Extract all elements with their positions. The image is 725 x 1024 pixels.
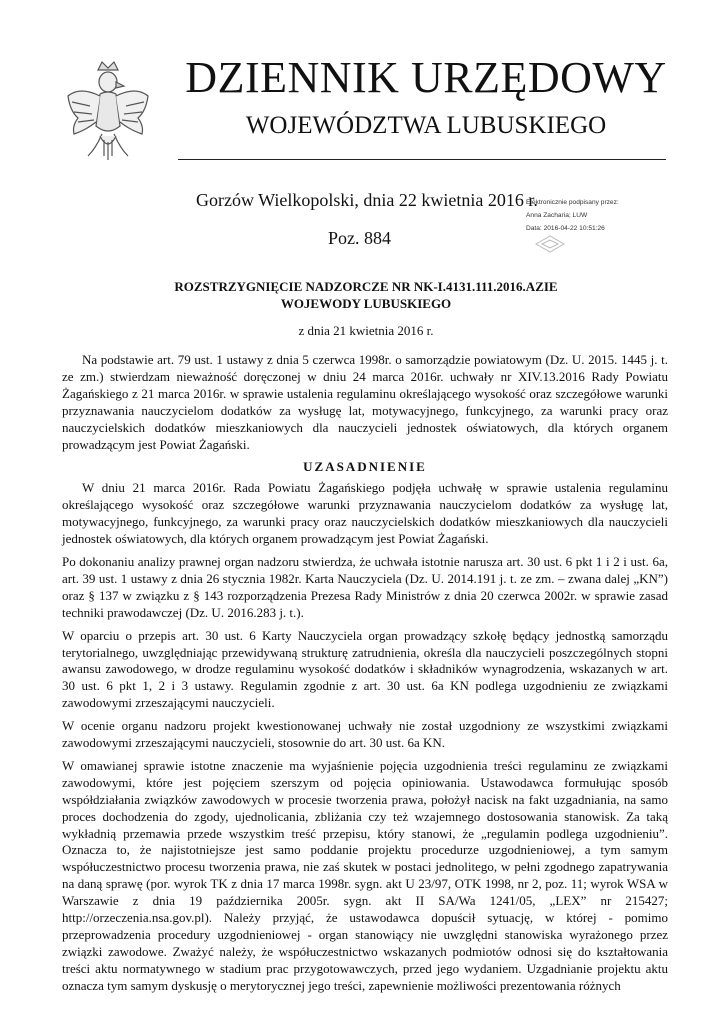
body-paragraph: W dniu 21 marca 2016r. Rada Powiatu Żagańskiego podjęła uchwałę w sprawie ustalenia regulaminu określającego wysokość oraz szczegółowe warunki przyznawania nauczycielom dodatków za wysługę lat, motywacyjnego, funkcyjnego, za warunki pracy oraz nauczycielskich dodatków mieszkaniowych dla nauczycieli jednostek oświatowych, dla których organem prowadzącym jest Powiat Żagański. (62, 480, 668, 547)
document-heading (60, 278, 672, 312)
journal-subtitle: WOJEWÓDZTWA LUBUSKIEGO (245, 112, 607, 139)
signature-stamp-icon (530, 234, 570, 254)
body-paragraph: W ocenie organu nadzoru projekt kwestionowanej uchwały nie został uzgodniony ze wszystkimi związkami zawodowymi zrzeszającymi nauczycieli, stosownie do art. 30 ust. 6a KN. (62, 718, 668, 751)
eagle-emblem-icon (60, 56, 156, 168)
position-number: Poz. 884 (328, 228, 391, 248)
signature-date: Data: 2016-04-22 10:51:26 (526, 225, 605, 232)
signature-signer: Anna Zacharia; LUW (526, 212, 588, 219)
signature-line: Elektronicznie podpisany przez: (526, 199, 619, 206)
document-date: z dnia 21 kwietnia 2016 r. (298, 323, 434, 338)
journal-title: DZIENNIK URZĘDOWY (185, 53, 667, 102)
masthead-divider (178, 159, 666, 160)
intro-paragraph: Na podstawie art. 79 ust. 1 ustawy z dnia 5 czerwca 1998r. o samorządzie powiatowym (Dz. U. 2015. 1445 j. t. ze zm.) stwierdzam nieważność doręczonej w dniu 24 marca 2016r. uchwały nr XIV.13.2016 Rady Powiatu Żagańskiego z 21 marca 2016r. w sprawie ustalenia regulaminu określającego wysokość oraz szczegółowe warunki przyznawania nauczycielom dodatków za wysługę lat, motywacyjnego, funkcyjnego, za warunki pracy oraz nauczycielskich dodatków mieszkaniowych dla nauczycieli jednostek oświatowych, dla których organem prowadzącym jest Powiat Żagański. (62, 352, 668, 452)
body-paragraph: Po dokonaniu analizy prawnej organ nadzoru stwierdza, że uchwała istotnie narusza art. 30 ust. 6 pkt 1 i 2 i ust. 6a, art. 39 ust. 1 ustawy z dnia 26 stycznia 1982r. Karta Nauczyciela (Dz. U. 2014.191 j. t. ze zm. – zwana dalej „KN”) oraz § 137 w związku z § 143 rozporządzenia Prezesa Rady Ministrów z dnia 20 czerwca 2002r. w sprawie zasad techniki prawodawczej (Dz. U. 2016.283 j. t.). (62, 553, 668, 620)
electronic-signature (526, 196, 646, 235)
justification-heading: UZASADNIENIE (303, 459, 427, 475)
body-paragraph: W oparciu o przepis art. 30 ust. 6 Karty Nauczyciela organ prowadzący szkołę będący jednostką samorządu terytorialnego, uwzględniając przewidywaną strukturę zatrudnienia, określa dla nauczycieli poszczególnych stopni awansu zawodowego, w drodze regulaminu wysokość dodatków i składników wynagrodzenia, wskazanych w art. 30 ust. 6 pkt 1, 2 i 3 ustawy. Regulamin zgodnie z art. 30 ust. 6a KN podlega uzgodnieniu ze związkami zawodowymi zrzeszającymi nauczycieli. (62, 627, 668, 711)
publication-dateline: Gorzów Wielkopolski, dnia 22 kwietnia 2016 r. (196, 190, 538, 210)
document-body (62, 352, 668, 1001)
body-paragraph: W omawianej sprawie istotne znaczenie ma wyjaśnienie pojęcia uzgodnienia treści regulaminu ze związkami zawodowymi, które jest pojęciem szerszym od pojęcia opiniowania. Ustawodawca formułując sposób współdziałania związków zawodowych w procesie tworzenia prawa, położył nacisk na fakt uzgadniania, na samo proces dochodzenia do zgody, ujednolicania, zbliżania czy też wzajemnego dostosowania stanowisk. Za taką wykładnią przemawia przede wszystkim treść przepisu, który stanowi, że „regulamin podlega uzgodnieniu”. Oznacza to, że najistotniejsze jest samo poddanie projektu procedurze uzgodnieniowej, a tym samym współuczestnictwo procesu tworzenia prawa, nie zaś skutek w postaci jednolitego, w pełni zgodnego zapatrywania na daną sprawę (por. wyrok TK z dnia 17 marca 1998r. sygn. akt U 23/97, OTK 1998, nr 2, poz. 11; wyrok WSA w Warszawie z dnia 19 października 2005r. sygn. akt II SA/Wa 1241/05, „LEX” nr 215427; http://orzeczenia.nsa.gov.pl). Należy przyjąć, że ustawodawca dopuścił sytuację, w której - pomimo przeprowadzenia procedury uzgodnieniowej - organ stanowiący nie uwzględni stanowiska wyrażonego przez związki zawodowe. Zważyć należy, że współuczestnictwo wskazanych podmiotów odnosi się do kształtowania treści aktu normatywnego w stadium prac przygotowawczych, przed jego wydaniem. Uzgadnianie projektu aktu oznacza tym samym dyskusję o merytorycznej jego treści, zapewnienie możliwości prezentowania różnych (62, 757, 668, 993)
heading-line: ROZSTRZYGNIĘCIE NADZORCZE NR NK-I.4131.111.2016.AZIE (174, 279, 558, 294)
heading-line: WOJEWODY LUBUSKIEGO (280, 296, 452, 311)
